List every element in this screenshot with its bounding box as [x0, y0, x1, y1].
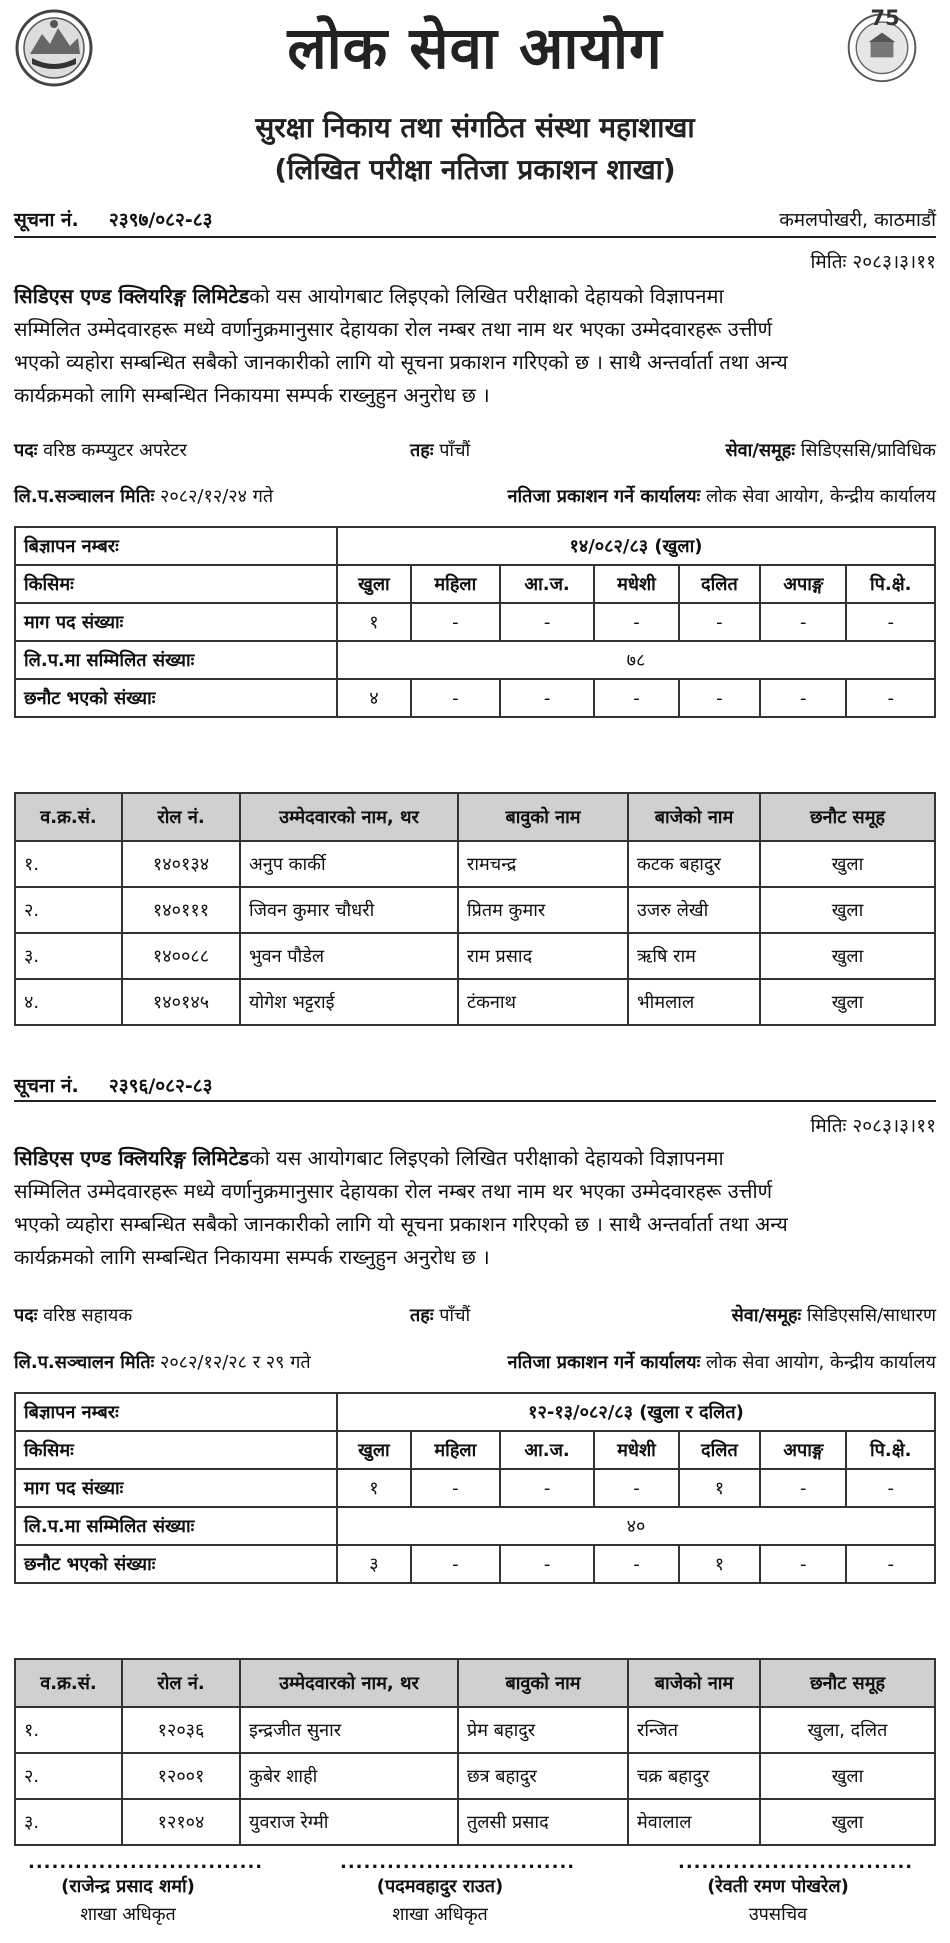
exam-date-field: लि.प.सञ्चालन मितिः २०८२/१२/२८ र २९ गते: [14, 1352, 311, 1373]
level-field: तहः पाँचौं: [410, 440, 471, 461]
post-field: पदः वरिष्ठ सहायक: [14, 1305, 133, 1326]
signatory-designation: उपसचिव: [748, 1904, 808, 1925]
notice-number: २३९६/०८२-८३: [108, 1075, 213, 1097]
results-table: व.क्र.सं. रोल नं. उम्मेदवारको नाम, थर बावुको नाम बाजेको नाम छनौट समूह १. १४०१३४ अनुप कार्की रामचन्द्र कटक बहादुर खुला २. १४०१११ जिवन कुमार चौधरी प्रितम कुमार उजरु लेखी खुला ३. १४००८८ भुवन पौडेल राम प्रसाद ऋषि राम खुला ४. १४०१४५ योगेश भट्टराई टंकनाथ भीमलाल खुला: [14, 792, 936, 1026]
table-row: १. १२०३६ इन्द्रजीत सुनार प्रेम बहादुर रन्जित खुला, दलित: [15, 1707, 935, 1753]
signatory-name: (पदमवहादुर राउत): [376, 1876, 504, 1897]
notice-2-bar: [14, 1072, 936, 1098]
post-field: पदः वरिष्ठ कम्प्युटर अपरेटर: [14, 440, 187, 461]
included-count: ७८: [337, 641, 935, 679]
table-row: ४. १४०१४५ योगेश भट्टराई टंकनाथ भीमलाल खुला: [15, 979, 935, 1025]
table-row: १. १४०१३४ अनुप कार्की रामचन्द्र कटक बहादुर खुला: [15, 841, 935, 887]
location: कमलपोखरी, काठमाडौं: [779, 209, 936, 231]
division-title: सुरक्षा निकाय तथा संगठित संस्था महाशाखा: [255, 111, 695, 144]
notice-paragraph: सिडिएस एण्ड क्लियरिङ्ग लिमिटेडको यस आयोगबाट लिइएको लिखित परीक्षाको देहायको विज्ञापनमा सम्मिलित उम्मेदवारहरू मध्ये वर्णानुक्रमानुसार देहायका रोल नम्बर तथा नाम थर भएका उम्मेदवारहरू उत्तीर्ण भएको व्यहोरा सम्बन्धित सबैको जानकारीको लागि यो सूचना प्रकाशन गरिएको छ । साथै अन्तर्वार्ता तथा अन्य कार्यक्रमको लागि सम्बन्धित निकायमा सम्पर्क राख्नुहुन अनुरोध छ ।: [14, 284, 788, 407]
table-row: २. १२००१ कुबेर शाही छत्र बहादुर चक्र बहादुर खुला: [15, 1753, 935, 1799]
signature-block: .............................. (राजेन्द्र प्रसाद शर्मा) शाखा अधिकृत: [28, 1852, 264, 1925]
result-office-field: नतिजा प्रकाशन गर्ने कार्यालयः लोक सेवा आयोग, केन्द्रीय कार्यालय: [507, 486, 936, 507]
level-field: तहः पाँचौं: [410, 1305, 471, 1326]
divider: [14, 236, 936, 238]
signatory-name: (राजेन्द्र प्रसाद शर्मा): [61, 1876, 195, 1897]
ad-number: १२-१३/०८२/८३ (खुला र दलित): [337, 1393, 935, 1431]
notice-1-bar: [14, 206, 936, 232]
results-table: व.क्र.सं. रोल नं. उम्मेदवारको नाम, थर बावुको नाम बाजेको नाम छनौट समूह १. १२०३६ इन्द्रजीत सुनार प्रेम बहादुर रन्जित खुला, दलित २. १२००१ कुबेर शाही छत्र बहादुर चक्र बहादुर खुला ३. १२१०४ युवराज रेग्मी तुलसी प्रसाद मेवालाल खुला: [14, 1658, 936, 1846]
result-office-field: नतिजा प्रकाशन गर्ने कार्यालयः लोक सेवा आयोग, केन्द्रीय कार्यालय: [507, 1352, 936, 1373]
exam-date-field: लि.प.सञ्चालन मितिः २०८२/१२/२४ गते: [14, 486, 274, 507]
notice-label: सूचना नं.: [14, 209, 79, 231]
signatory-designation: शाखा अधिकृत: [80, 1904, 176, 1925]
svg-text:75: 75: [870, 5, 900, 30]
signature-block: .............................. (पदमवहादुर राउत) शाखा अधिकृत: [340, 1852, 576, 1925]
company-name: सिडिएस एण्ड क्लियरिङ्ग लिमिटेड: [14, 284, 250, 308]
ad-number: १४/०८२/८३ (खुला): [337, 527, 935, 565]
table-row: ३. १४००८८ भुवन पौडेल राम प्रसाद ऋषि राम खुला: [15, 933, 935, 979]
included-count: ४०: [337, 1507, 935, 1545]
signatory-designation: शाखा अधिकृत: [392, 1904, 488, 1925]
notice-number: २३९७/०८२-८३: [108, 209, 213, 231]
divider: [14, 1100, 936, 1102]
service-field: सेवा/समूहः सिडिएससि/साधारण: [731, 1305, 936, 1326]
signatory-name: (रेवती रमण पोखरेल): [707, 1876, 849, 1897]
vacancy-table: बिज्ञापन नम्बरः १४/०८२/८३ (खुला) किसिमः खुला महिला आ.ज. मधेशी दलित अपाङ्ग पि.क्षे. माग पद संख्याः १ - - - - - - लि.प.मा सम्मिलित संख्याः ७८ छनौट भएको संख्याः ४ - - - - - -: [14, 526, 936, 718]
service-field: सेवा/समूहः सिडिएससि/प्राविधिक: [725, 440, 936, 461]
notice-paragraph: सिडिएस एण्ड क्लियरिङ्ग लिमिटेडको यस आयोगबाट लिइएको लिखित परीक्षाको देहायको विज्ञापनमा सम्मिलित उम्मेदवारहरू मध्ये वर्णानुक्रमानुसार देहायका रोल नम्बर तथा नाम थर भएका उम्मेदवारहरू उत्तीर्ण भएको व्यहोरा सम्बन्धित सबैको जानकारीको लागि यो सूचना प्रकाशन गरिएको छ । साथै अन्तर्वार्ता तथा अन्य कार्यक्रमको लागि सम्बन्धित निकायमा सम्पर्क राख्नुहुन अनुरोध छ ।: [14, 1146, 788, 1269]
page-title: लोक सेवा आयोग: [287, 14, 663, 82]
notice-date: मितिः २०८३।३।११: [810, 251, 936, 273]
table-row: ३. १२१०४ युवराज रेग्मी तुलसी प्रसाद मेवालाल खुला: [15, 1799, 935, 1845]
notice-label: सूचना नं.: [14, 1075, 79, 1097]
notice-date: मितिः २०८३।३।११: [810, 1115, 936, 1137]
table-row: २. १४०१११ जिवन कुमार चौधरी प्रितम कुमार उजरु लेखी खुला: [15, 887, 935, 933]
vacancy-table: बिज्ञापन नम्बरः १२-१३/०८२/८३ (खुला र दलित) किसिमः खुला महिला आ.ज. मधेशी दलित अपाङ्ग पि.क्षे. माग पद संख्याः १ - - - १ - - लि.प.मा सम्मिलित संख्याः ४० छनौट भएको संख्याः ३ - - - १ - -: [14, 1392, 936, 1584]
section-title: (लिखित परीक्षा नतिजा प्रकाशन शाखा): [274, 153, 676, 186]
signature-block: .............................. (रेवती रमण पोखरेल) उपसचिव: [678, 1852, 914, 1925]
company-name: सिडिएस एण्ड क्लियरिङ्ग लिमिटेड: [14, 1146, 250, 1170]
